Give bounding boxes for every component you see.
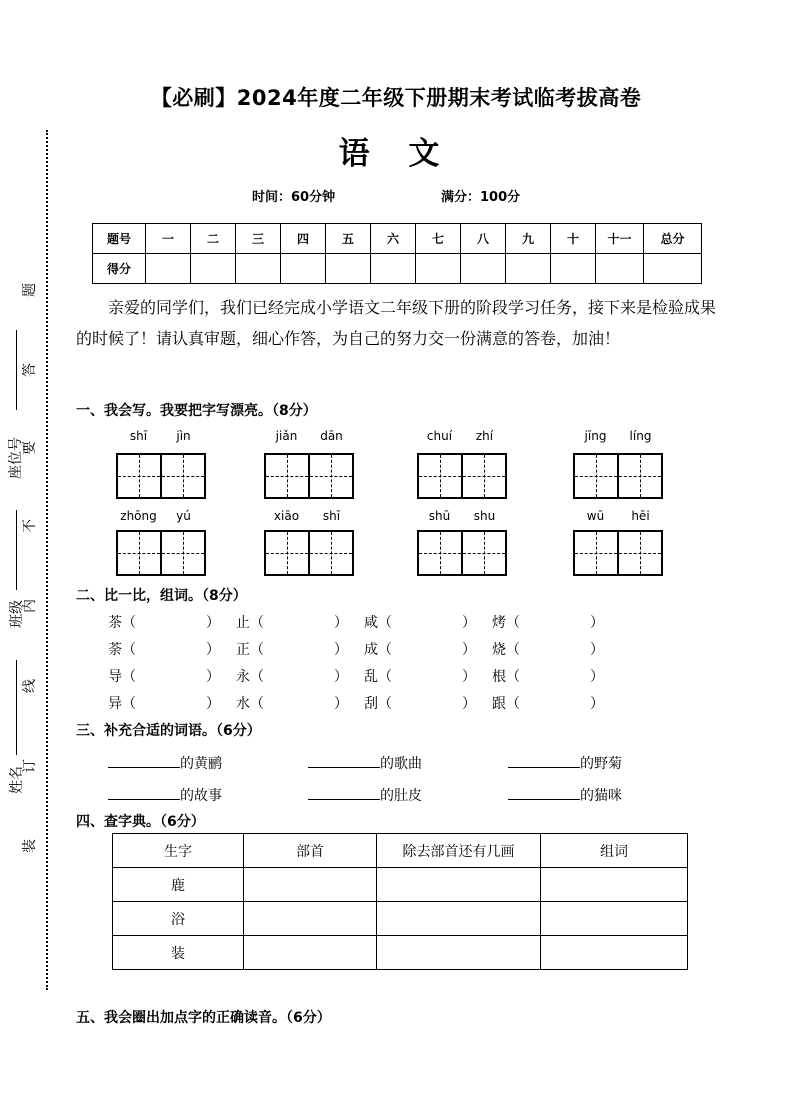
compare-item: 荼（ — [108, 642, 136, 658]
table-row — [113, 868, 688, 902]
exam-time: 时间：60分钟 — [252, 190, 336, 205]
class-label: 班级 — [9, 600, 25, 628]
score-header-cell: 六 — [371, 224, 416, 254]
compare-item: 跟（ — [492, 696, 520, 712]
score-cell[interactable] — [551, 254, 596, 284]
score-cell[interactable] — [506, 254, 551, 284]
close-paren: ） — [590, 642, 604, 658]
dict-answer-cell[interactable] — [244, 902, 377, 936]
binding-dotted-line — [46, 130, 48, 990]
name-field[interactable] — [16, 660, 17, 755]
dictionary-table — [112, 833, 688, 970]
compare-item: 烧（ — [492, 642, 520, 658]
score-header-cell: 三 — [236, 224, 281, 254]
writing-box-5[interactable] — [116, 530, 206, 576]
table-row — [113, 936, 688, 970]
table-row — [113, 902, 688, 936]
compare-item: 根（ — [492, 669, 520, 685]
compare-item: 止（ — [236, 615, 264, 631]
close-paren: ） — [206, 669, 220, 685]
fill-blank[interactable] — [108, 753, 180, 768]
full-score: 满分：100分 — [441, 190, 521, 205]
compare-item: 正（ — [236, 642, 264, 658]
dict-header-row — [113, 834, 688, 868]
seat-label: 座位号 — [8, 437, 24, 479]
score-header-cell: 二 — [191, 224, 236, 254]
close-paren: ） — [334, 615, 348, 631]
binding-char-2: 答 — [22, 363, 38, 377]
binding-char-6: 线 — [22, 679, 38, 693]
score-cell[interactable] — [371, 254, 416, 284]
dict-header-cell: 除去部首还有几画 — [377, 834, 541, 868]
score-cell[interactable] — [146, 254, 191, 284]
dict-answer-cell[interactable] — [244, 936, 377, 970]
dict-answer-cell[interactable] — [541, 868, 688, 902]
compare-item: 异（ — [108, 696, 136, 712]
compare-item: 水（ — [236, 696, 264, 712]
score-table — [92, 223, 702, 284]
dict-header-cell: 组词 — [541, 834, 688, 868]
close-paren: ） — [334, 642, 348, 658]
score-cell[interactable] — [461, 254, 506, 284]
close-paren: ） — [590, 615, 604, 631]
subject-title: 语 文 — [338, 136, 454, 172]
fill-item: 的野菊 — [508, 753, 622, 773]
compare-item: 成（ — [364, 642, 392, 658]
section-1-heading: 一、我会写。我要把字写漂亮。（8分） — [76, 403, 317, 419]
pinyin-1a: shī — [129, 429, 148, 443]
binding-char-1: 题 — [22, 283, 38, 297]
score-header-cell: 五 — [326, 224, 371, 254]
score-cell[interactable] — [596, 254, 644, 284]
pinyin-3b: zhí — [475, 429, 494, 443]
dict-header-cell: 生字 — [113, 834, 244, 868]
writing-box-7[interactable] — [417, 530, 507, 576]
seat-field[interactable] — [16, 330, 17, 410]
pinyin-1b: jìn — [176, 429, 191, 443]
fill-blank[interactable] — [508, 753, 580, 768]
dict-answer-cell[interactable] — [541, 902, 688, 936]
class-field[interactable] — [16, 510, 17, 590]
score-header-cell: 九 — [506, 224, 551, 254]
exam-title: 【必刷】2024年度二年级下册期末考试临考拔高卷 — [150, 86, 642, 110]
close-paren: ） — [462, 669, 476, 685]
compare-item: 永（ — [236, 669, 264, 685]
dict-char-cell: 装 — [113, 936, 244, 970]
close-paren: ） — [206, 615, 220, 631]
score-cell[interactable] — [191, 254, 236, 284]
fill-item: 的故事 — [108, 785, 222, 805]
score-header-cell: 十 — [551, 224, 596, 254]
pinyin-8b: hēi — [631, 509, 650, 523]
dict-answer-cell[interactable] — [377, 868, 541, 902]
pinyin-2a: jiǎn — [275, 429, 298, 443]
score-cell[interactable] — [644, 254, 702, 284]
close-paren: ） — [206, 642, 220, 658]
score-header-cell: 十一 — [596, 224, 644, 254]
pinyin-7b: shu — [473, 509, 496, 523]
binding-char-7: 订 — [22, 759, 38, 773]
binding-char-8: 装 — [22, 839, 38, 853]
compare-item: 刮（ — [364, 696, 392, 712]
score-header-cell: 七 — [416, 224, 461, 254]
score-table-score-row — [93, 254, 702, 284]
dict-answer-cell[interactable] — [244, 868, 377, 902]
score-header-cell: 总分 — [644, 224, 702, 254]
pinyin-4a: jīng — [584, 429, 607, 443]
pinyin-7a: shū — [428, 509, 451, 523]
compare-item: 导（ — [108, 669, 136, 685]
dict-header-cell: 部首 — [244, 834, 377, 868]
close-paren: ） — [334, 669, 348, 685]
compare-item: 咸（ — [364, 615, 392, 631]
compare-item: 茶（ — [108, 615, 136, 631]
binding-char-5: 内 — [22, 599, 38, 613]
fill-item: 的肚皮 — [308, 785, 422, 805]
writing-box-3[interactable] — [417, 453, 507, 499]
pinyin-5a: zhōng — [120, 509, 157, 523]
dict-char-cell: 鹿 — [113, 868, 244, 902]
writing-box-4[interactable] — [573, 453, 663, 499]
section-4-heading: 四、查字典。（6分） — [76, 814, 205, 830]
score-header-cell: 八 — [461, 224, 506, 254]
close-paren: ） — [462, 615, 476, 631]
close-paren: ） — [206, 696, 220, 712]
score-header-cell: 一 — [146, 224, 191, 254]
fill-blank[interactable] — [508, 785, 580, 800]
dict-answer-cell[interactable] — [541, 936, 688, 970]
intro-paragraph: 亲爱的同学们，我们已经完成小学语文二年级下册的阶段学习任务，接下来是检验成果的时候了！请认真审题，细心作答，为自己的努力交一份满意的答卷，加油！ — [76, 298, 717, 348]
dict-answer-cell[interactable] — [377, 902, 541, 936]
score-row-label: 得分 — [93, 254, 146, 284]
compare-item: 烤（ — [492, 615, 520, 631]
pinyin-6a: xiāo — [273, 509, 300, 523]
close-paren: ） — [462, 696, 476, 712]
fill-blank[interactable] — [308, 785, 380, 800]
writing-box-2[interactable] — [264, 453, 354, 499]
section-5-heading: 五、我会圈出加点字的正确读音。（6分） — [76, 1010, 331, 1026]
fill-blank[interactable] — [308, 753, 380, 768]
pinyin-3a: chuí — [426, 429, 453, 443]
compare-item: 乱（ — [364, 669, 392, 685]
binding-char-3: 要 — [22, 441, 38, 455]
score-header-cell: 四 — [281, 224, 326, 254]
pinyin-2b: dān — [320, 429, 343, 443]
dict-answer-cell[interactable] — [377, 936, 541, 970]
score-cell[interactable] — [416, 254, 461, 284]
score-table-header-row — [93, 224, 702, 254]
section-3-heading: 三、补充合适的词语。（6分） — [76, 723, 261, 739]
writing-box-1[interactable] — [116, 453, 206, 499]
score-cell[interactable] — [236, 254, 281, 284]
fill-blank[interactable] — [108, 785, 180, 800]
writing-box-6[interactable] — [264, 530, 354, 576]
pinyin-6b: shī — [322, 509, 341, 523]
fill-item: 的歌曲 — [308, 753, 422, 773]
score-cell[interactable] — [326, 254, 371, 284]
writing-box-8[interactable] — [573, 530, 663, 576]
name-label: 姓名 — [9, 766, 25, 794]
binding-char-4: 不 — [22, 519, 38, 533]
dict-char-cell: 浴 — [113, 902, 244, 936]
pinyin-4b: líng — [629, 429, 652, 443]
pinyin-5b: yú — [176, 509, 191, 523]
section-2-heading: 二、比一比，组词。（8分） — [76, 588, 247, 604]
pinyin-8a: wū — [586, 509, 605, 523]
close-paren: ） — [334, 696, 348, 712]
score-header-cell: 题号 — [93, 224, 146, 254]
fill-item: 的黄鹂 — [108, 753, 222, 773]
score-cell[interactable] — [281, 254, 326, 284]
fill-item: 的猫咪 — [508, 785, 622, 805]
close-paren: ） — [590, 696, 604, 712]
close-paren: ） — [590, 669, 604, 685]
close-paren: ） — [462, 642, 476, 658]
